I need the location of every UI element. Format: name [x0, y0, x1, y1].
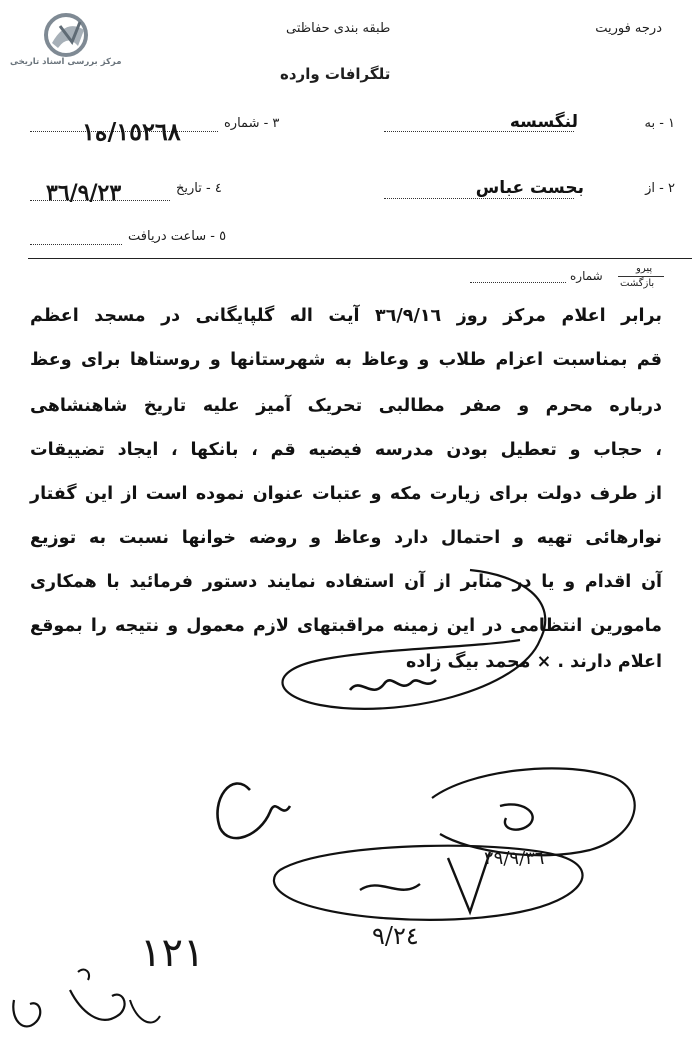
number-label: ٣ - شماره [224, 116, 280, 131]
time-label: ٥ - ساعت دریافت [128, 229, 227, 244]
archive-logo-caption: مرکز بررسی اسناد تاریخی [10, 57, 122, 67]
body-line: اعلام دارند . × محمد بیگ زاده [406, 652, 662, 672]
body-line: نوارهائی تهیه و احتمال دارد وعاظ و روضه خوانها نسبت به توزیع [30, 528, 662, 548]
document-title: تلگرافات وارده [280, 65, 391, 83]
from-label: ٢ - از [645, 181, 675, 196]
from-value: بحست عباس [475, 178, 584, 198]
handwritten-date-note-2: ٩/٢٤ [372, 922, 419, 950]
body-line: آن اقدام و یا در منابر از آن استفاده نمایند دستور فرمائید با همکاری [30, 572, 662, 592]
handwritten-page-number: ١٢١ [140, 930, 205, 976]
body-line: از طرف دولت برای زیارت مکه و عتبات عنوان نموده است از این گفتار [30, 484, 662, 504]
reference-number-label: شماره [570, 269, 603, 283]
to-label: ١ - به [644, 116, 675, 131]
reference-fraction-line [618, 276, 664, 277]
archive-logo [8, 8, 128, 72]
date-value: ٣٦/٩/٢٣ [46, 180, 122, 206]
body-line: برابر اعلام مرکز روز ٣٦/٩/١٦ آیت اله گلپایگانی در مسجد اعظم [30, 306, 662, 326]
header-divider [28, 258, 692, 259]
reference-bottom-label: بازگشت [620, 278, 655, 289]
handwritten-date-note-1: ٢٩/٩/٣٦ [484, 848, 545, 869]
body-line: قم بمناسبت اعزام طلاب و وعاظ به شهرستانها و روستاها برای وعظ [30, 350, 662, 370]
reference-top-label: پیرو [636, 263, 653, 274]
priority-label: درجه فوریت [595, 21, 662, 36]
time-dotted-line [30, 244, 122, 245]
to-value: لنگسسه [509, 112, 578, 132]
from-dotted-line [384, 198, 574, 199]
number-value: ١٥٢٦٨/ه١ [82, 117, 181, 146]
body-line: ، حجاب و تعطیل بودن مدرسه فیضیه قم ، بانکها ، ایجاد تضییقات [30, 440, 662, 460]
body-line: مامورین انتظامی در این زمینه مراقبتهای لازم معمول و نتیجه را بموقع [30, 616, 662, 636]
body-line: درباره محرم و صفر مطالبی تحریک آمیز علیه تاریخ شاهنشاهی [30, 396, 662, 416]
date-label: ٤ - تاریخ [176, 181, 222, 196]
classification-label: طبقه بندی حفاظتی [286, 21, 391, 36]
reference-dotted-line [470, 282, 566, 283]
